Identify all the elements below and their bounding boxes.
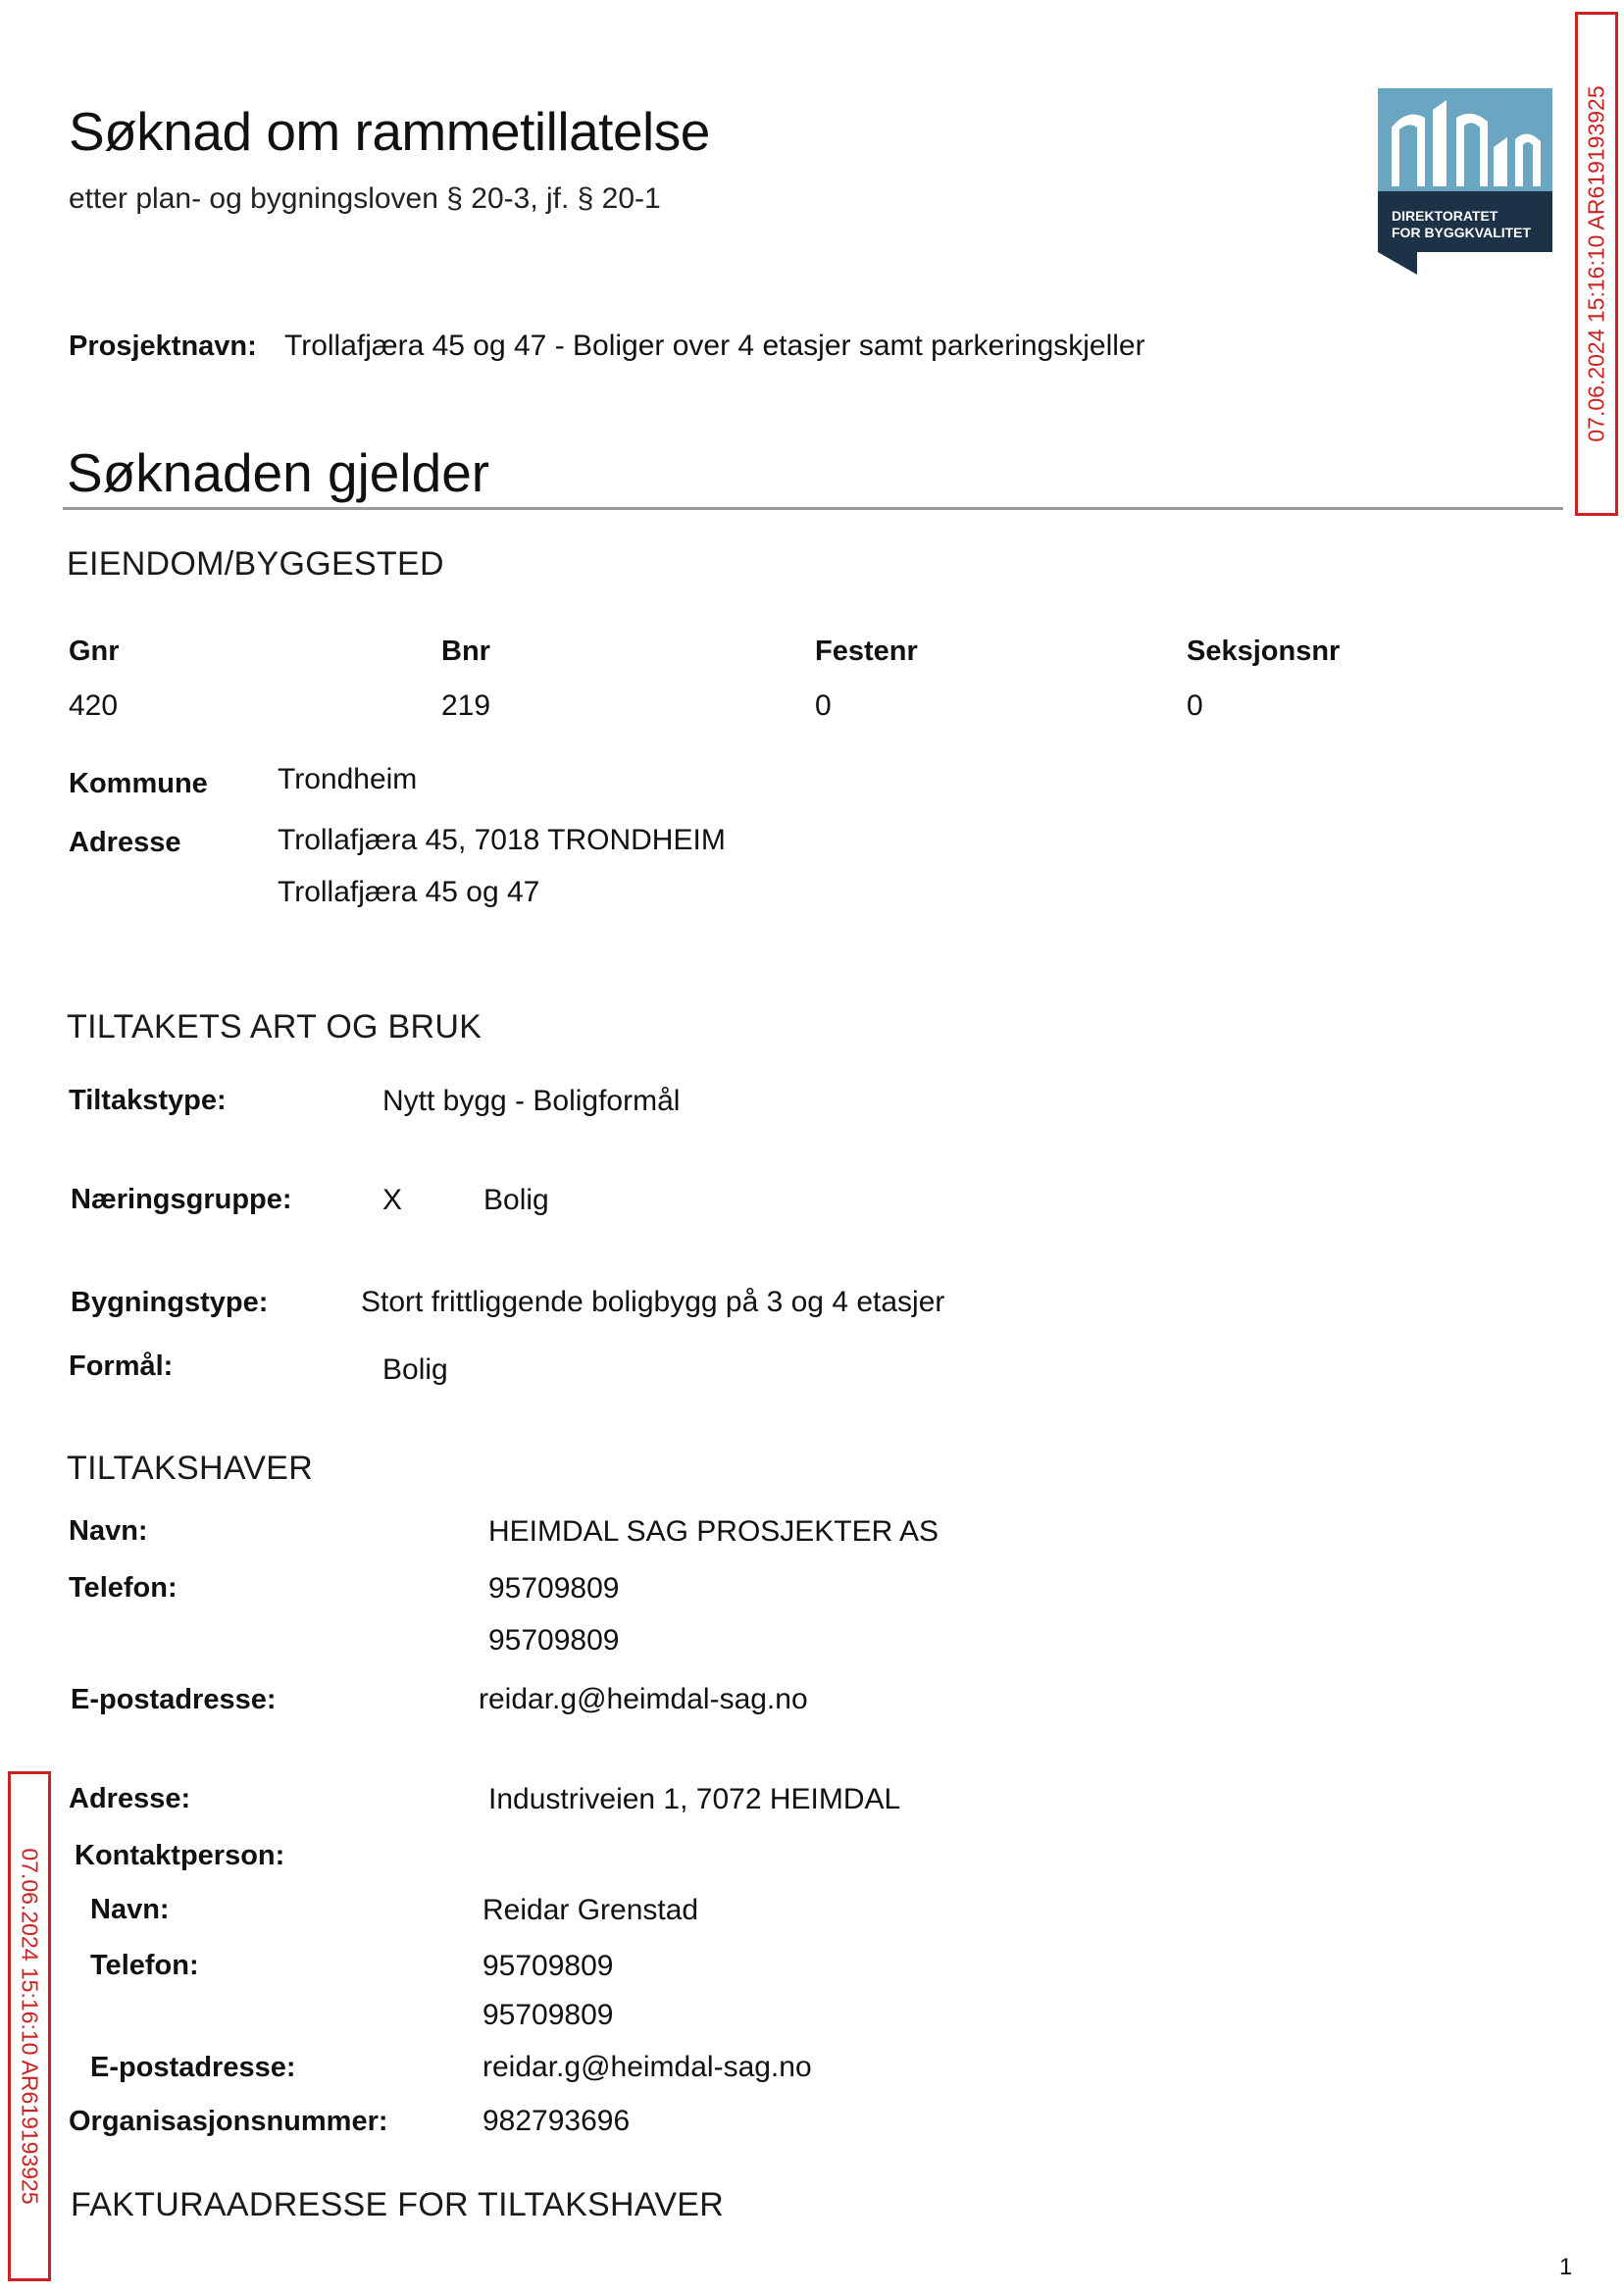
formal-value: Bolig [382,1353,448,1386]
timestamp-stamp-left [8,1771,51,2281]
project-name-value: Trollafjæra 45 og 47 - Boliger over 4 etasjer samt parkeringskjeller [284,330,1145,362]
naeringsgruppe-code: X [382,1184,403,1216]
logo-text-line1: DIREKTORATET [1392,208,1498,224]
tiltakshaver-epost-label: E-postadresse: [71,1684,277,1715]
bygningstype-value: Stort frittliggende boligbygg på 3 og 4 etasjer [361,1286,945,1318]
tiltak-heading: TILTAKETS ART OG BRUK [67,1008,482,1045]
seksjonsnr-label: Seksjonsnr [1187,636,1341,667]
tiltakshaver-telefon-label: Telefon: [69,1572,178,1604]
kontakt-telefon-1: 95709809 [482,1950,614,1982]
seksjonsnr-value: 0 [1187,689,1203,722]
gnr-value: 420 [69,689,119,722]
tiltakshaver-adresse-label: Adresse: [69,1783,191,1814]
naeringsgruppe-value: Bolig [483,1184,549,1216]
page-number: 1 [1559,2254,1573,2280]
tiltakstype-label: Tiltakstype: [69,1085,227,1116]
kontakt-navn-label: Navn: [90,1894,170,1925]
naeringsgruppe-label: Næringsgruppe: [71,1184,292,1215]
kontakt-epost-value: reidar.g@heimdal-sag.no [482,2051,812,2083]
document-title: Søknad om rammetillatelse [69,101,710,162]
logo-text-line2: FOR BYGGKVALITET [1392,225,1532,240]
adresse-line1: Trollafjæra 45, 7018 TRONDHEIM [278,824,726,856]
tiltakshaver-navn-value: HEIMDAL SAG PROSJEKTER AS [488,1515,939,1548]
stamp-text-right: 07.06.2024 15:16:10 AR619193925 [1583,85,1609,442]
bygningstype-label: Bygningstype: [71,1287,269,1318]
gnr-label: Gnr [69,636,120,667]
orgnr-label: Organisasjonsnummer: [69,2106,388,2137]
section-divider [63,507,1563,510]
kontakt-epost-label: E-postadresse: [90,2052,296,2083]
tiltakshaver-telefon-1: 95709809 [488,1572,620,1605]
adresse-line2: Trollafjæra 45 og 47 [278,876,540,908]
kontaktperson-label: Kontaktperson: [75,1840,285,1871]
property-heading: EIENDOM/BYGGESTED [67,545,444,583]
timestamp-stamp-right [1575,12,1618,516]
faktura-heading: FAKTURAADRESSE FOR TILTAKSHAVER [71,2186,725,2223]
document-subtitle: etter plan- og bygningsloven § 20-3, jf. § 20-1 [69,182,661,215]
project-name-label: Prosjektnavn: [69,331,257,362]
festenr-value: 0 [815,689,832,722]
tiltakstype-value: Nytt bygg - Boligformål [382,1085,681,1117]
orgnr-value: 982793696 [482,2105,631,2137]
bnr-label: Bnr [441,636,490,667]
kontakt-telefon-label: Telefon: [90,1950,199,1981]
section-title: Søknaden gjelder [67,442,490,503]
tiltakshaver-navn-label: Navn: [69,1515,148,1547]
tiltakshaver-epost-value: reidar.g@heimdal-sag.no [479,1683,808,1715]
kontakt-telefon-2: 95709809 [482,1999,614,2031]
kontakt-navn-value: Reidar Grenstad [482,1894,699,1926]
bnr-value: 219 [441,689,491,722]
tiltakshaver-adresse-value: Industriveien 1, 7072 HEIMDAL [488,1783,901,1815]
adresse-label: Adresse [69,827,181,858]
tiltakshaver-heading: TILTAKSHAVER [67,1450,314,1487]
dibk-logo [1378,88,1552,275]
dibk-logo-graphic [1378,88,1552,275]
stamp-text-left: 07.06.2024 15:16:10 AR619193925 [17,1848,43,2205]
kommune-label: Kommune [69,768,208,799]
festenr-label: Festenr [815,636,918,667]
tiltakshaver-telefon-2: 95709809 [488,1624,620,1657]
formal-label: Formål: [69,1351,174,1382]
kommune-value: Trondheim [278,763,418,795]
